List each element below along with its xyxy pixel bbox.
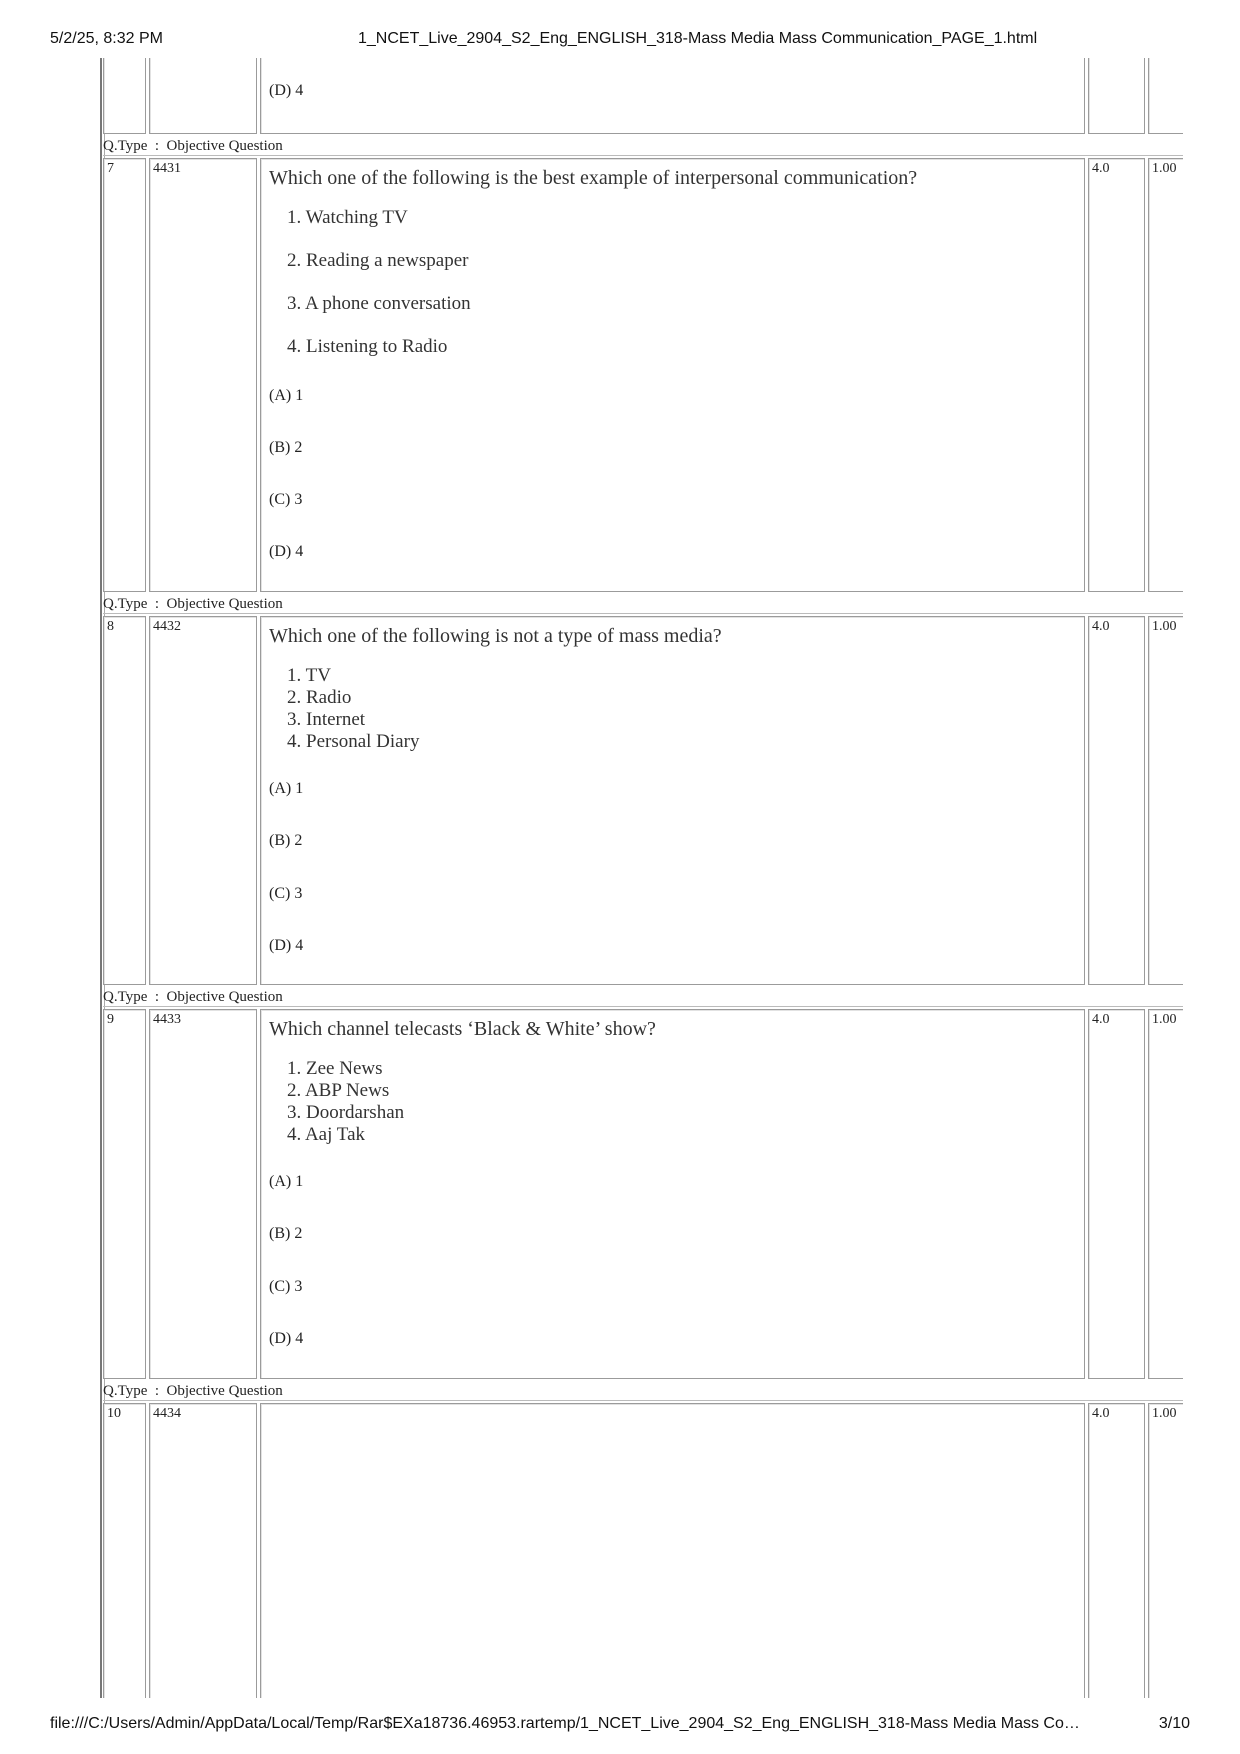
question-text: Which channel telecasts ‘Black & White’ show? bbox=[269, 1018, 656, 1040]
divider bbox=[103, 1006, 1183, 1007]
option-item: 4. Personal Diary bbox=[287, 731, 420, 752]
answer-option-d: (D) 4 bbox=[269, 937, 304, 954]
divider bbox=[103, 155, 1183, 156]
question-id: 4433 bbox=[149, 1009, 257, 1379]
question-body bbox=[260, 616, 1085, 985]
answer-option-c: (C) 3 bbox=[269, 1278, 303, 1295]
option-item: 4. Listening to Radio bbox=[287, 336, 448, 357]
question-body bbox=[260, 158, 1085, 592]
marks-cell: 4.0 bbox=[1088, 1009, 1145, 1379]
negative-marks-cell bbox=[1148, 58, 1183, 134]
option-item: 1. Zee News bbox=[287, 1058, 383, 1079]
outer-border bbox=[100, 58, 102, 1698]
question-id: 4434 bbox=[149, 1403, 257, 1698]
question-id: 4431 bbox=[149, 158, 257, 592]
marks-cell: 4.0 bbox=[1088, 1403, 1145, 1698]
option-item: 2. Radio bbox=[287, 687, 352, 708]
negative-marks-cell: 1.00 bbox=[1148, 616, 1183, 985]
question-id: 4432 bbox=[149, 616, 257, 985]
option-item: 1. TV bbox=[287, 665, 331, 686]
question-text: Which one of the following is not a type of mass media? bbox=[269, 625, 722, 647]
serial-number: 9 bbox=[103, 1009, 146, 1379]
negative-marks-cell: 1.00 bbox=[1148, 158, 1183, 592]
print-url: file:///C:/Users/Admin/AppData/Local/Temp/Rar$EXa18736.46953.rartemp/1_NCET_Live_2904_S2_Eng_ENGLISH_318-Mass Media Mass Co… bbox=[50, 1715, 1080, 1732]
question-text: Which one of the following is the best example of interpersonal communication? bbox=[269, 167, 918, 189]
print-datetime: 5/2/25, 8:32 PM bbox=[50, 30, 163, 47]
question-body bbox=[260, 58, 1085, 134]
option-item: 2. ABP News bbox=[287, 1080, 390, 1101]
divider bbox=[103, 613, 1183, 614]
sno-cell bbox=[103, 58, 146, 134]
marks-cell bbox=[1088, 58, 1145, 134]
answer-option-b: (B) 2 bbox=[269, 832, 303, 849]
answer-option-c: (C) 3 bbox=[269, 885, 303, 902]
option-item: 1. Watching TV bbox=[287, 207, 408, 228]
negative-marks-cell: 1.00 bbox=[1148, 1403, 1183, 1698]
answer-option-d: (D) 4 bbox=[269, 82, 304, 99]
option-item: 2. Reading a newspaper bbox=[287, 250, 469, 271]
print-doc-title: 1_NCET_Live_2904_S2_Eng_ENGLISH_318-Mass Media Mass Communication_PAGE_1.html bbox=[358, 30, 1038, 47]
answer-option-b: (B) 2 bbox=[269, 1225, 303, 1242]
question-type-label: Q.Type : Objective Question bbox=[103, 1383, 283, 1399]
serial-number: 7 bbox=[103, 158, 146, 592]
answer-option-b: (B) 2 bbox=[269, 439, 303, 456]
page-number: 3/10 bbox=[1158, 1715, 1190, 1732]
question-sheet bbox=[100, 58, 1183, 1698]
divider bbox=[103, 1400, 1183, 1401]
question-body bbox=[260, 1009, 1085, 1379]
marks-cell: 4.0 bbox=[1088, 158, 1145, 592]
option-item: 3. Internet bbox=[287, 709, 366, 730]
negative-marks-cell: 1.00 bbox=[1148, 1009, 1183, 1379]
question-type-label: Q.Type : Objective Question bbox=[103, 138, 283, 154]
serial-number: 10 bbox=[103, 1403, 146, 1698]
marks-cell: 4.0 bbox=[1088, 616, 1145, 985]
answer-option-a: (A) 1 bbox=[269, 1173, 304, 1190]
print-header bbox=[50, 30, 1190, 54]
answer-option-a: (A) 1 bbox=[269, 387, 304, 404]
answer-option-d: (D) 4 bbox=[269, 1330, 304, 1347]
answer-option-d: (D) 4 bbox=[269, 543, 304, 560]
answer-option-a: (A) 1 bbox=[269, 780, 304, 797]
answer-option-c: (C) 3 bbox=[269, 491, 303, 508]
question-type-label: Q.Type : Objective Question bbox=[103, 596, 283, 612]
option-item: 3. Doordarshan bbox=[287, 1102, 405, 1123]
serial-number: 8 bbox=[103, 616, 146, 985]
question-body bbox=[260, 1403, 1085, 1698]
option-item: 3. A phone conversation bbox=[287, 293, 471, 314]
option-item: 4. Aaj Tak bbox=[287, 1124, 366, 1145]
qid-cell bbox=[149, 58, 257, 134]
question-type-label: Q.Type : Objective Question bbox=[103, 989, 283, 1005]
